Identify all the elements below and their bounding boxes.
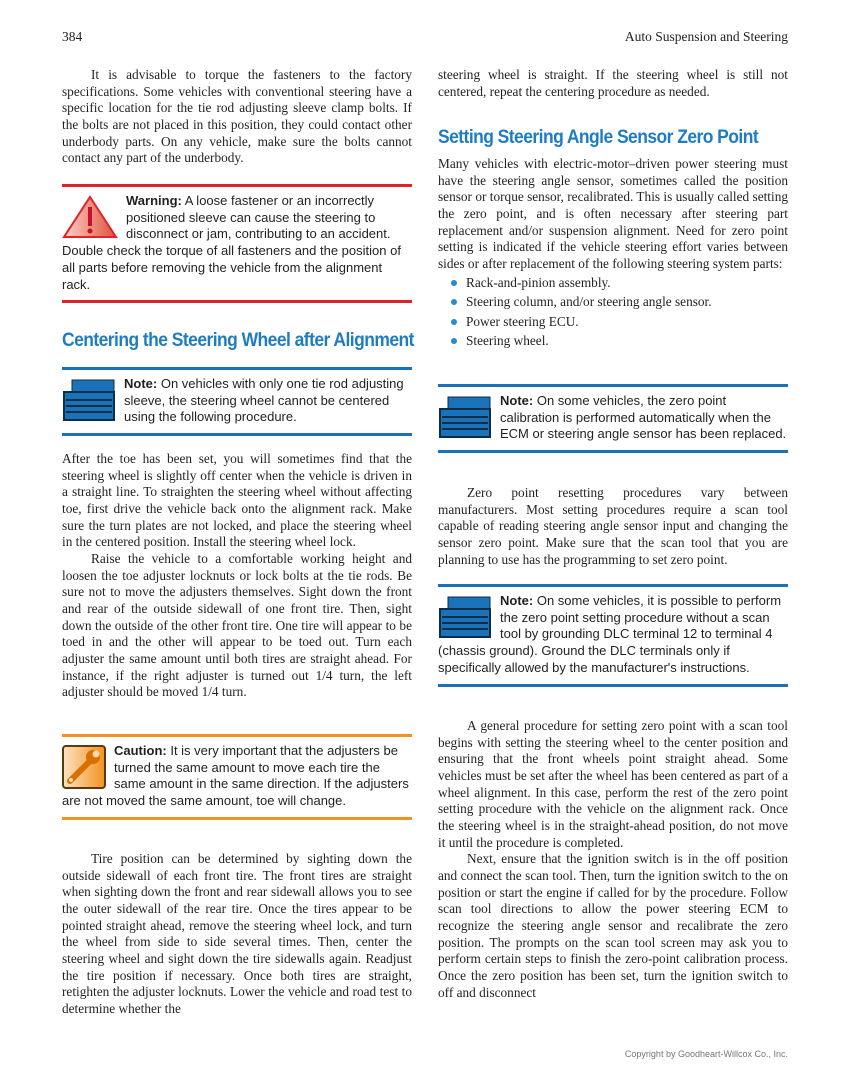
list-item: Power steering ECU. [466, 312, 788, 332]
caution-box [62, 734, 412, 820]
parts-list [438, 273, 788, 351]
paragraph: A general procedure for setting zero point with a scan tool begins with setting the steering wheel to the center position and ensuring that the front wheels point straight ahead. Some vehicles must be set after the wheel has been centered as part of a wheel alignment. In this case, perform the rest of the zero point setting procedure with the vehicle on the alignment rack. Once the steering wheel is in the straight-ahead position, do not move it until the procedure is completed. [438, 718, 788, 850]
note-text: On some vehicles, the zero point calibration is performed automatically when the ECM or steering angle sensor has been replaced. [500, 393, 787, 442]
note-box [438, 384, 788, 453]
page-number: 384 [62, 29, 83, 44]
running-title: Auto Suspension and Steering [624, 29, 788, 44]
toolbox-icon [438, 395, 492, 439]
paragraph: Next, ensure that the ignition switch is in the off position and connect the scan tool. Then, turn the ignition switch to the on position or start the engine if called for by the procedure. Follow scan tool directions to allow the power steering ECM to recognize the steering angle sensor and recalibrate the zero position. The prompts on the scan tool screen may ask you to perform certain steps to finish the zero-point calibration process. Once the zero position has been set, turn the ignition switch to off and disconnect [438, 851, 788, 1000]
paragraph: Tire position can be determined by sighting down the outside sidewall of each front tire. The front tires are straight when sighting down the front and rear sidewall allows you to see the outer sidewall of the rear tire. Once the tires appear to be pointed straight ahead, remove the steering wheel lock, and turn the wheel from side to side several times. Then, center the steering wheel and sight down the tire sidewalls again. Readjust the tire position if necessary. Once both tires are straight, retighten the adjuster locknuts. Lower the vehicle and road test to determine whether the [62, 851, 412, 1016]
note-text: On vehicles with only one tie rod adjusting sleeve, the steering wheel cannot be centered using the following procedure. [124, 376, 404, 425]
toolbox-icon [62, 378, 116, 422]
toolbox-icon [438, 595, 492, 639]
warning-label: Warning: [126, 193, 182, 208]
paragraph: After the toe has been set, you will sometimes find that the steering wheel is slightly off center when the vehicle is driven in a straight line. To straighten the steering wheel without affecting toe, first drive the vehicle back onto the alignment rack. Make sure the turn plates are not locked, and place the steering wheel in the centered position. Install the steering wheel lock. [62, 451, 412, 550]
list-item: Steering wheel. [466, 331, 788, 351]
warning-box [62, 184, 412, 303]
section-heading: Centering the Steering Wheel after Alignment [62, 330, 414, 351]
note-box [62, 367, 412, 436]
paragraph: Zero point resetting procedures vary between manufacturers. Most setting procedures require a scan tool capable of reading steering angle sensor input and changing the sensor zero point. Make sure that the scan tool that you are planning to use has the programming to set zero point. [438, 485, 788, 567]
list-item: Rack-and-pinion assembly. [466, 273, 788, 293]
list-item: Steering column, and/or steering angle sensor. [466, 292, 788, 312]
caution-text: It is very important that the adjusters be turned the same amount to move each tire the same amount in the same direction. If the adjusters are not moved the same amount, toe will change. [62, 743, 409, 809]
caution-label: Caution: [114, 743, 167, 758]
section-heading: Setting Steering Angle Sensor Zero Point [438, 127, 759, 148]
note-label: Note: [124, 376, 158, 391]
note-label: Note: [500, 593, 534, 608]
note-label: Note: [500, 393, 534, 408]
paragraph: steering wheel is straight. If the steering wheel is still not centered, repeat the centering procedure as needed. [438, 67, 788, 99]
paragraph: Many vehicles with electric-motor–driven power steering must have the steering angle sensor, sometimes called the position sensor or torque sensor, recalibrated. This is usually called setting the zero point, and is often necessary after steering part replacement and/or suspension alignment. Need for zero point setting is indicated if the vehicle steering effort varies between sides or after replacement of the following steering system parts: [438, 156, 788, 271]
paragraph: Raise the vehicle to a comfortable working height and loosen the toe adjuster locknuts or lock bolts at the tie rods. Be sure not to move the adjusters themselves. Sight down the front and rear of the outside sidewall of one front tire. Then, sight down the outside of the other front tire. One tire will appear to be toed in and the other will appear to be toed out. Turn each adjuster the same amount until both tires are straight ahead. For instance, if the right adjuster is turned out 1/4 turn, the left adjuster should be moved 1/4 turn. [62, 550, 412, 700]
copyright: Copyright by Goodheart-Willcox Co., Inc. [624, 1049, 788, 1059]
warning-triangle-icon [62, 195, 118, 239]
wrench-icon [62, 745, 106, 789]
note-text: On some vehicles, it is possible to perform the zero point setting procedure without a scan tool by grounding DLC terminal 12 to terminal 4 (chassis ground). Ground the DLC terminals only if specifically allowed by the manufacturer's instructions. [438, 593, 782, 675]
note-box [438, 584, 788, 687]
warning-text: A loose fastener or an incorrectly positioned sleeve can cause the steering to disconnect or jam, contributing to an accident. Double check the torque of all fasteners and the position of all parts before removing the vehicle from the alignment rack. [62, 193, 401, 292]
paragraph: It is advisable to torque the fasteners to the factory specifications. Some vehicles with conventional steering have a specific location for the tie rod adjusting sleeve clamp bolts. If the bolts are not placed in this position, they could contact other underbody parts. On any vehicle, make sure the bolts cannot contact any part of the underbody. [62, 67, 412, 166]
